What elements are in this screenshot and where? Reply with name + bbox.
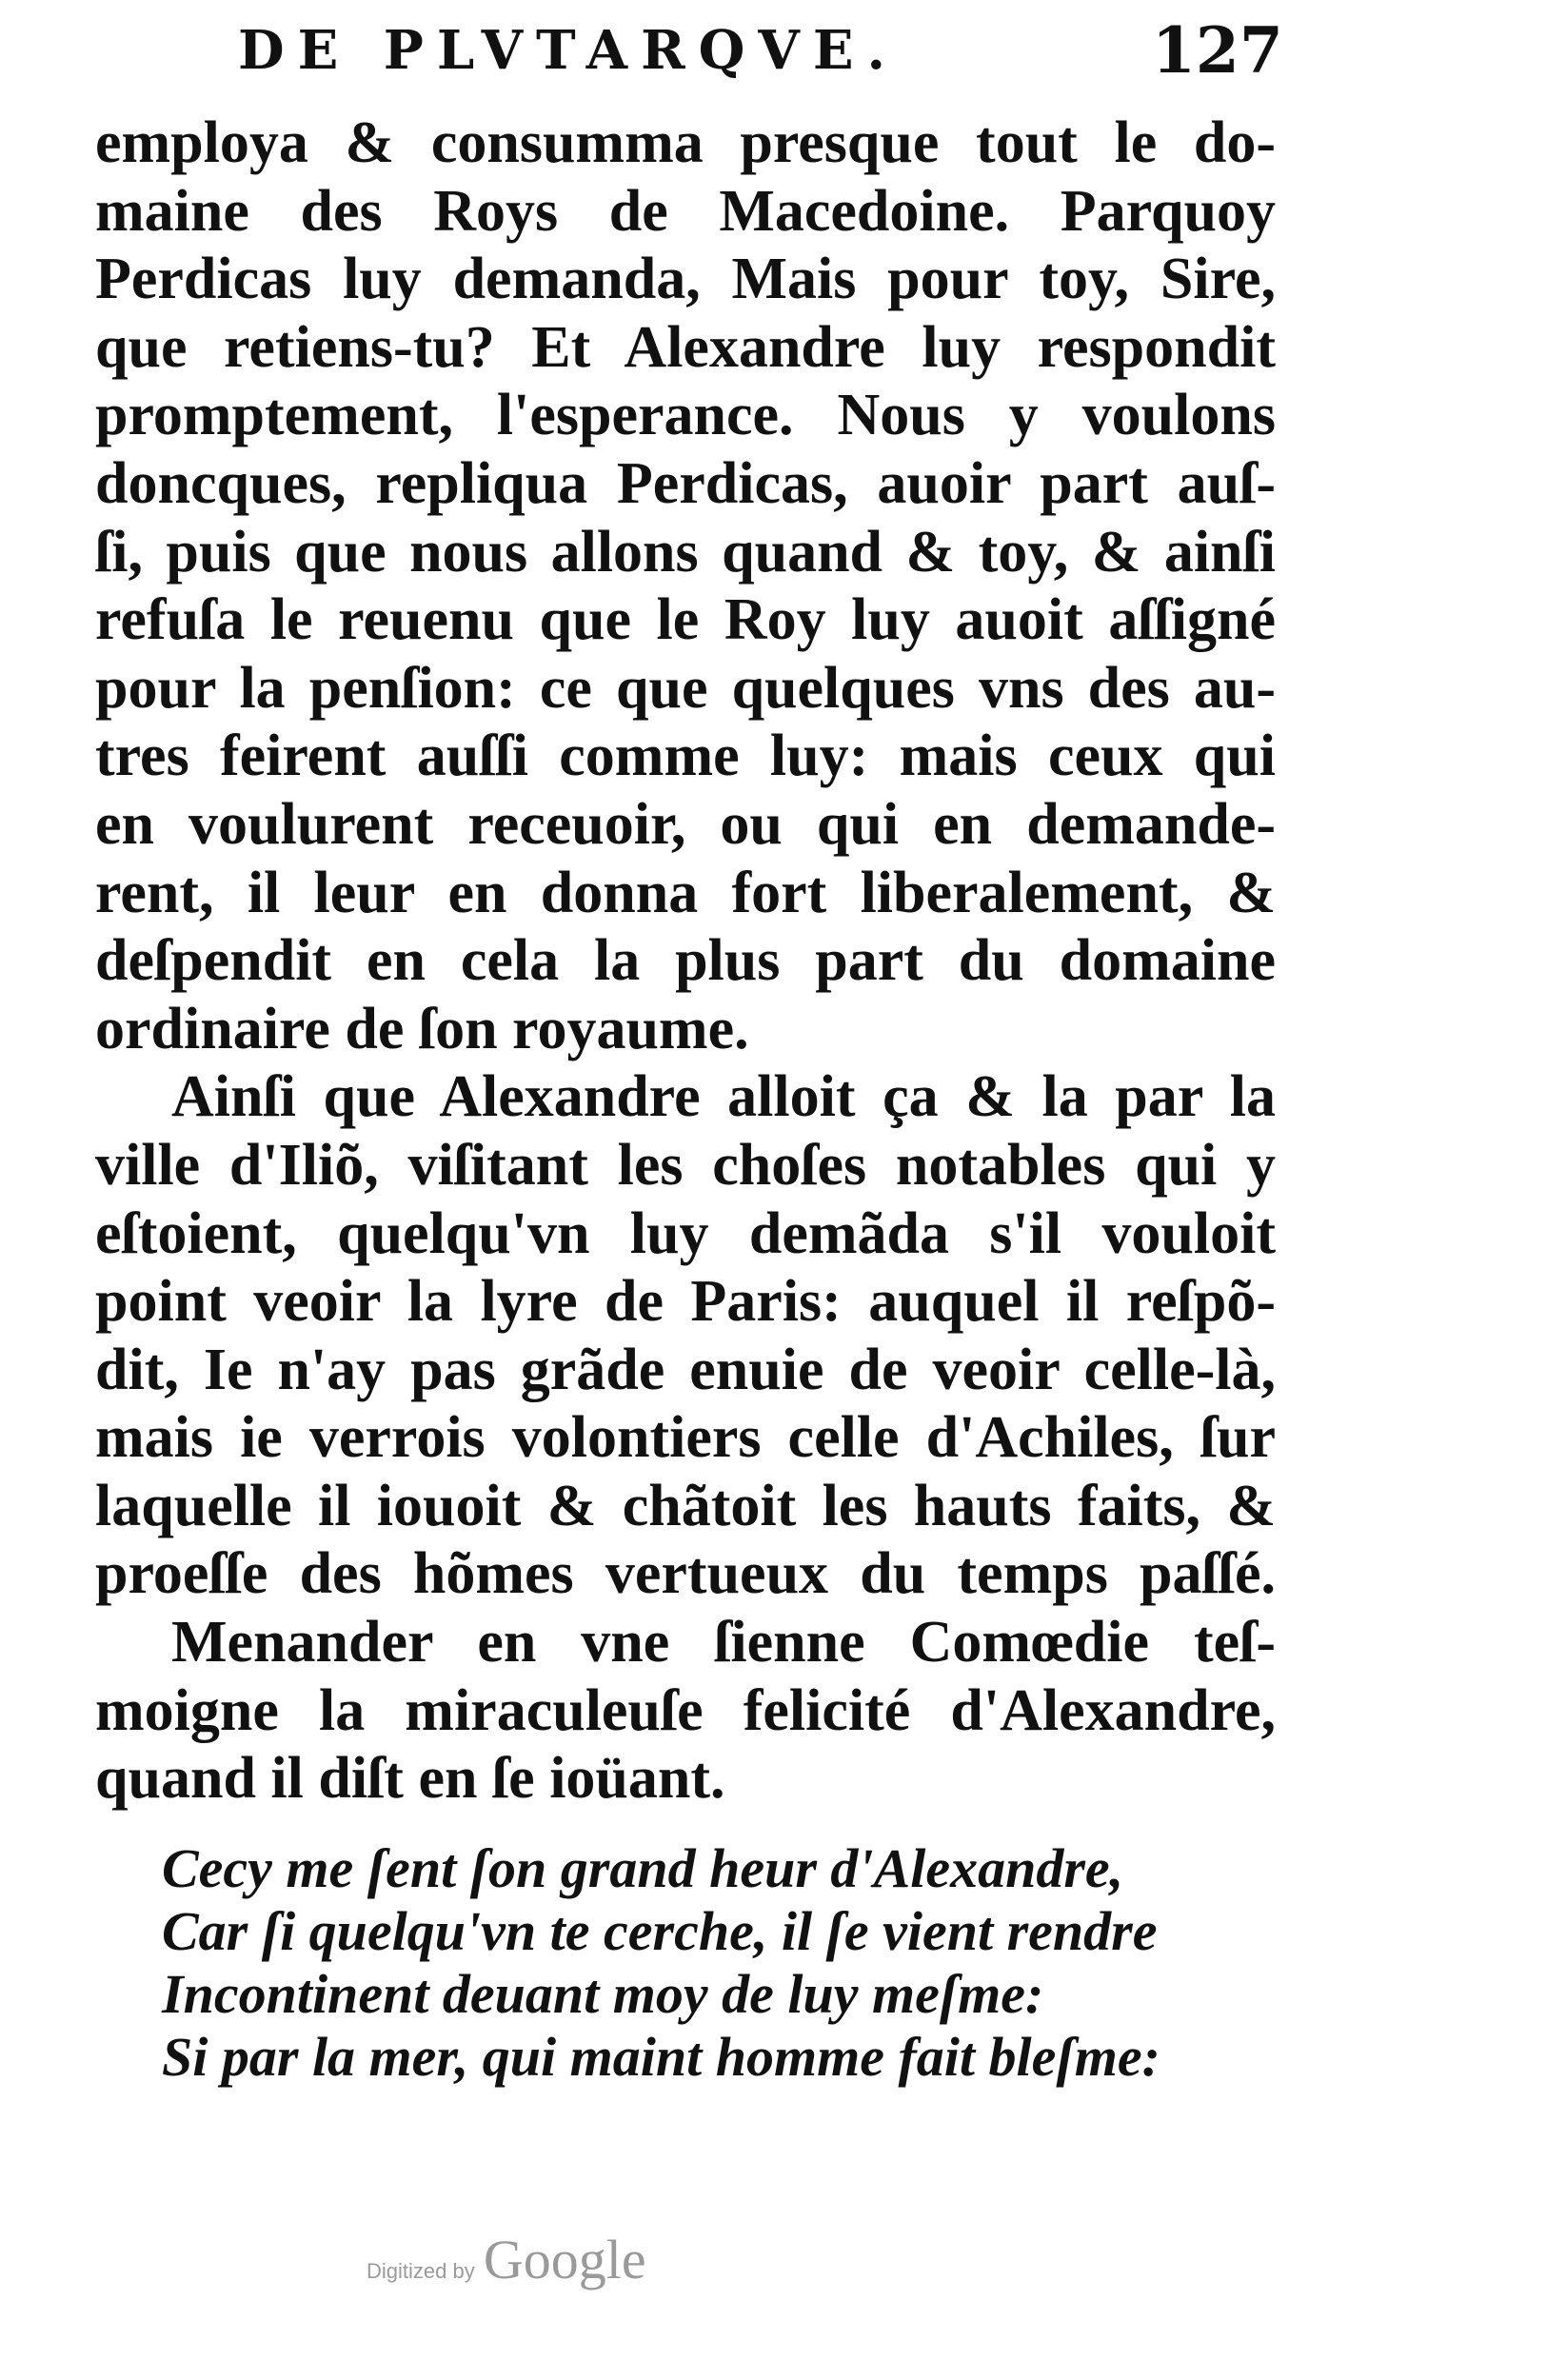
verse-line: Car ſi quelqu'vn te cerche, il ſe vient rendre [162, 1900, 1158, 1962]
text-line: quand il diſt en ſe ioüant. [95, 1746, 725, 1812]
paragraph-3 [95, 1609, 1276, 1814]
verse-line: Si par la mer, qui maint homme fait bleſme: [162, 2026, 1160, 2088]
paragraph-1 [95, 109, 1276, 1063]
text-line: doncques, repliqua Perdicas, auoir part auſ- [95, 450, 1276, 516]
text-line: que retiens-tu? Et Alexandre luy respondit [95, 314, 1276, 380]
text-line: promptement, l'esperance. Nous y voulons [95, 383, 1276, 448]
text-line: point veoir la lyre de Paris: auquel il reſpõ- [95, 1269, 1276, 1335]
digitized-watermark [367, 2228, 646, 2291]
text-line: proeſſe des hõmes vertueux du temps paſſé. [95, 1541, 1276, 1607]
text-line: dit, Ie n'ay pas grãde enuie de veoir celle-là, [95, 1337, 1276, 1402]
text-line: ordinaire de ſon royaume. [95, 996, 749, 1061]
text-line: deſpendit en cela la plus part du domaine [95, 928, 1276, 994]
verse-line: Incontinent deuant moy de luy meſme: [162, 1963, 1044, 2025]
text-line: moigne la miraculeuſe felicité d'Alexandre, [95, 1677, 1276, 1743]
text-line: maine des Roys de Macedoine. Parquoy [95, 178, 1276, 244]
text-line: tres feirent auſſi comme luy: mais ceux qui [95, 724, 1276, 789]
text-line: pour la penſion: ce que quelques vns des au- [95, 655, 1276, 721]
body-text [95, 109, 1276, 1814]
page-number: 127 [1152, 13, 1283, 88]
text-line: Perdicas luy demanda, Mais pour toy, Sire, [95, 247, 1276, 312]
paragraph-2 [95, 1063, 1276, 1609]
text-line: mais ie verrois volontiers celle d'Achiles, ſur [95, 1405, 1276, 1471]
running-title: DE PLVTARQVE. [238, 19, 900, 82]
text-line: employa & consumma presque tout le do- [95, 110, 1276, 175]
text-line: ville d'Iliõ, viſitant les choſes notables qui y [95, 1132, 1276, 1198]
text-line: en voulurent receuoir, ou qui en demande- [95, 791, 1276, 857]
verse-quotation [162, 1837, 1285, 2089]
text-line: refuſa le reuenu que le Roy luy auoit aſſigné [95, 587, 1276, 653]
text-line: Menander en vne ſienne Comœdie teſ- [171, 1610, 1276, 1676]
text-line: laquelle il iouoit & chãtoit les hauts faits, & [95, 1473, 1276, 1538]
text-line: rent, il leur en donna fort liberalement, & [95, 860, 1276, 925]
text-line: Ainſi que Alexandre alloit ça & la par la [171, 1064, 1276, 1130]
verse-line: Cecy me ſent ſon grand heur d'Alexandre, [162, 1837, 1124, 1899]
watermark-prefix: Digitized by [367, 2259, 475, 2283]
text-line: ſi, puis que nous allons quand & toy, & ainſi [95, 519, 1276, 585]
text-line: eſtoient, quelqu'vn luy demãda s'il vouloit [95, 1200, 1276, 1266]
watermark-brand: Google [483, 2229, 646, 2291]
